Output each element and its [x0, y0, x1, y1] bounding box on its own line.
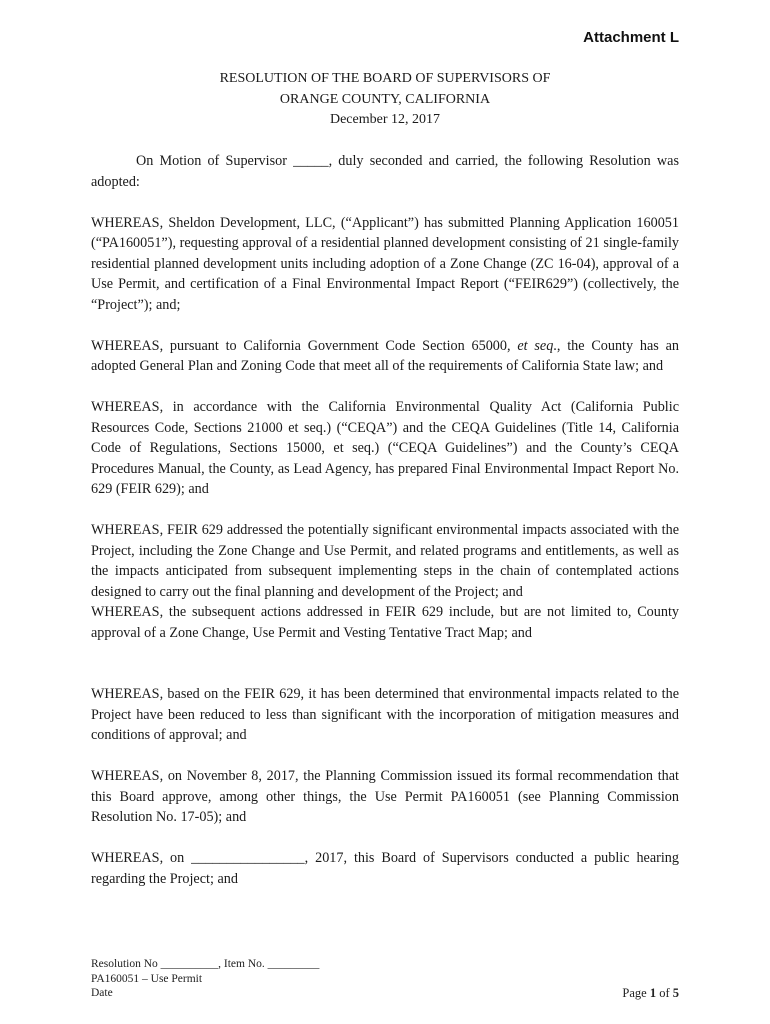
whereas-paragraph-5: WHEREAS, the subsequent actions addressed in FEIR 629 include, but are not limited to, County approval of a Zone Change, Use Permit and Vesting Tentative Tract Map; and: [91, 604, 679, 641]
whereas-paragraph-1: WHEREAS, Sheldon Development, LLC, (“Applicant”) has submitted Planning Application 160051 (“PA160051”), requesting approval of a residential planned development consisting of 21 single-family residential planned development units including adoption of a Zone Change (ZC 16-04), approval of a Use Permit, and certification of a Final Environmental Impact Report (“FEIR629”) (collectively, the “Project”); and;: [91, 214, 679, 313]
resolution-title: [91, 69, 679, 131]
page-total: 5: [672, 986, 679, 1000]
whereas-2-text-b: ., the County has an adopted General Plan and Zoning Code that meet all of the requirements of California State law; and: [91, 337, 679, 374]
title-line-1: RESOLUTION OF THE BOARD OF SUPERVISORS OF: [219, 71, 551, 86]
whereas-paragraph-6: WHEREAS, based on the FEIR 629, it has been determined that environmental impacts related to the Project have been reduced to less than significant with the incorporation of mitigation measures and conditions of approval; and: [91, 686, 679, 743]
page-footer: [91, 957, 679, 1001]
footer-resolution-line: Resolution No __________, Item No. _________: [91, 958, 320, 970]
whereas-2-italic: et seq: [517, 337, 554, 354]
whereas-2-text-a: WHEREAS, pursuant to California Government Code Section 65000,: [91, 337, 518, 354]
page-label: Page: [622, 986, 647, 1000]
resolution-date: December 12, 2017: [329, 112, 441, 127]
title-line-2: ORANGE COUNTY, CALIFORNIA: [279, 91, 491, 107]
page-current: 1: [649, 986, 657, 1000]
page-of: of: [659, 986, 670, 1000]
whereas-paragraph-3: WHEREAS, in accordance with the California Environmental Quality Act (California Public Resources Code, Sections 21000 et seq.) (“CEQA”) and the CEQA Guidelines (Title 14, California Code of Regulations, Sections 15000, et seq.) (“CEQA Guidelines”) and the County’s CEQA Procedures Manual, the County, as Lead Agency, has prepared Final Environmental Impact Report No. 629 (FEIR 629); and: [91, 399, 679, 497]
whereas-paragraph-2: [91, 336, 679, 377]
whereas-paragraph-4: WHEREAS, FEIR 629 addressed the potentially significant environmental impacts associated with the Project, including the Zone Change and Use Permit, and related programs and entitlements, as well as the impacts anticipated from subsequent implementing steps in the chain of contemplated actions designed to carry out the final planning and development of the Project; and: [91, 522, 679, 600]
attachment-label: Attachment L: [583, 29, 679, 46]
footer-date-line: Date: [91, 987, 113, 999]
whereas-paragraph-7: WHEREAS, on November 8, 2017, the Planning Commission issued its formal recommendation that this Board approve, among other things, the Use Permit PA160051 (see Planning Commission Resolution No. 17-05); and: [91, 768, 679, 825]
intro-paragraph: On Motion of Supervisor _____, duly seconded and carried, the following Resolution was adopted:: [91, 153, 679, 190]
footer-permit-line: PA160051 – Use Permit: [91, 972, 203, 985]
page-number: [622, 986, 679, 1001]
whereas-paragraph-8: WHEREAS, on ________________, 2017, this Board of Supervisors conducted a public hearing regarding the Project; and: [91, 850, 679, 887]
resolution-body: [91, 151, 679, 889]
